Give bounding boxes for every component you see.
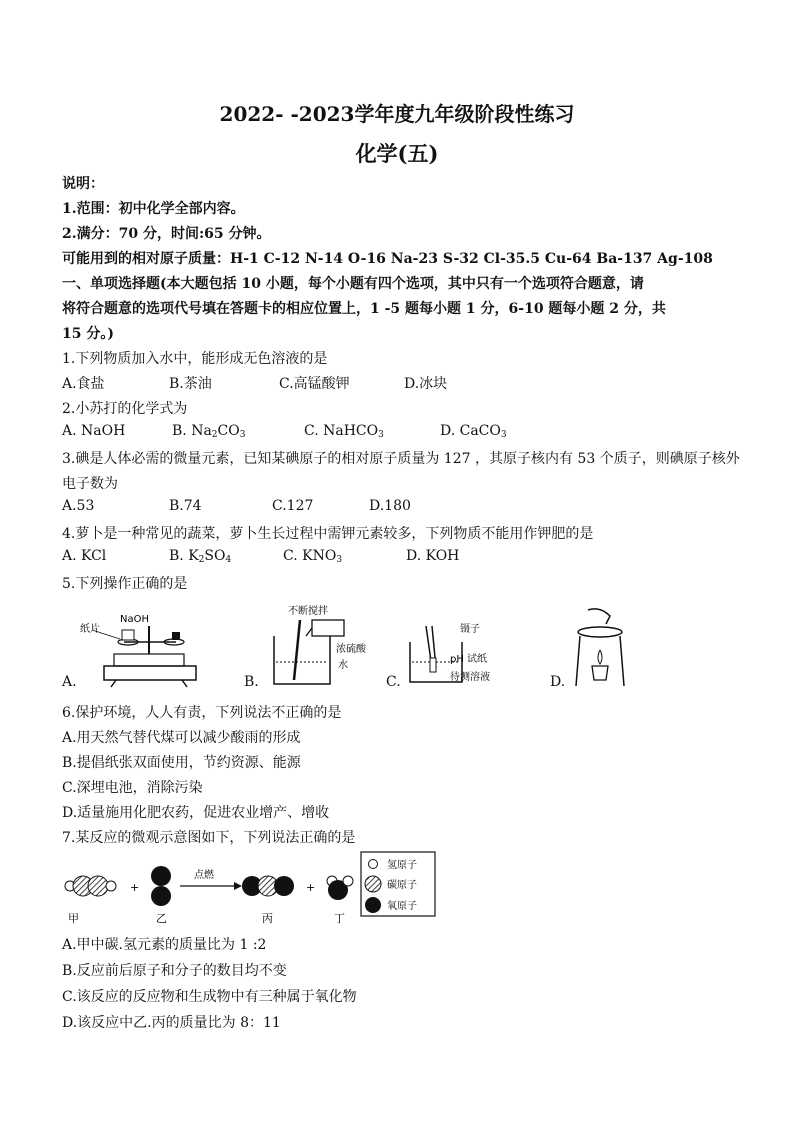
- q1-stem: 1.下列物质加入水中，能形成无色溶液的是: [62, 351, 328, 367]
- q3-option-b: B.74: [169, 498, 202, 514]
- q5-option-a: A.: [62, 674, 77, 690]
- q3-option-c: C.127: [272, 498, 314, 514]
- q1-option-d: D.冰块: [404, 376, 448, 392]
- q7-option-d: D.该反应中乙.丙的质量比为 8：11: [62, 1015, 281, 1031]
- page-title: 2022- -2023学年度九年级阶段性练习: [219, 102, 575, 126]
- q2-option-c: C. NaHCO$_3$: [304, 423, 384, 440]
- molecule-bing: [242, 876, 294, 896]
- section1-heading-1: 一、单项选择题(本大题包括 10 小题，每个小题有四个选项，其中只有一个选项符合题意，请: [62, 276, 644, 292]
- q3-stem-line1: 3.碘是人体必需的微量元素，已知某碘原子的相对原子质量为 127 ，其原子核内有 53 个质子，则碘原子核外: [62, 451, 740, 467]
- q4-option-b: B. $K_2SO_4$: [169, 548, 232, 565]
- q5-figure-a-balance: [80, 606, 210, 688]
- label-ding: 丁: [334, 912, 345, 925]
- notes-label: 说明：: [62, 176, 104, 192]
- q7-stem: 7.某反应的微观示意图如下，下列说法正确的是: [62, 830, 356, 846]
- q5-c-solution-label: 待测溶液: [450, 672, 490, 683]
- notes-scope: 1.范围：初中化学全部内容。: [62, 201, 245, 217]
- q5-b-water-label: 水: [338, 660, 348, 671]
- q5-a-paper-label: 纸片: [80, 624, 100, 635]
- label-yi: 乙: [156, 912, 167, 925]
- plus-sign: +: [306, 881, 316, 894]
- q7-option-b: B.反应前后原子和分子的数目均不变: [62, 963, 287, 979]
- molecule-ding: [327, 876, 353, 900]
- notes-score: 2.满分：70 分，时间:65 分钟。: [62, 226, 271, 242]
- molecule-yi: [151, 866, 171, 906]
- plus-sign: +: [130, 881, 140, 894]
- q2-option-b: B. $Na_2CO_3$: [172, 423, 246, 440]
- q5-stem: 5.下列操作正确的是: [62, 576, 188, 592]
- q7-option-c: C.该反应的反应物和生成物中有三种属于氧化物: [62, 989, 357, 1005]
- atom-legend: [361, 852, 435, 916]
- q6-option-c: C.深埋电池，消除污染: [62, 780, 203, 796]
- q3-option-d: D.180: [369, 498, 411, 514]
- q4-option-c: C. $KNO_3$: [283, 548, 343, 565]
- label-jia: 甲: [68, 912, 79, 925]
- notes-atomic-masses: 可能用到的相对原子质量：H-1 C-12 N-14 O-16 Na-23 S-32 Cl-35.5 Cu-64 Ba-137 Ag-108: [62, 251, 713, 267]
- section1-heading-2: 将符合题意的选项代号填在答题卡的相应位置上，1 -5 题每小题 1 分，6-10 题每小题 2 分，共: [62, 301, 666, 317]
- q5-figure-b-dilution: [266, 606, 376, 688]
- q5-option-b: B.: [244, 674, 259, 690]
- q5-c-tweezers-label: 镊子: [460, 624, 480, 635]
- q3-option-a: A.53: [62, 498, 95, 514]
- q3-stem-line2: 电子数为: [62, 476, 118, 492]
- q5-c-ph-label: pH 试纸: [450, 654, 488, 665]
- q5-a-naoh-label: NaOH: [120, 614, 149, 625]
- legend-oxygen: 氧原子: [387, 901, 417, 912]
- q2-option-a: A. NaOH: [62, 423, 126, 439]
- q5-b-stir-label: 不断搅拌: [288, 606, 328, 617]
- q1-option-b: B.茶油: [169, 376, 212, 392]
- page-subtitle: 化学(五): [355, 141, 439, 166]
- q5-figure-d-evaporation: [570, 606, 632, 688]
- q5-option-d: D.: [550, 674, 566, 690]
- legend-carbon: 碳原子: [387, 880, 417, 891]
- legend-hydrogen: 氢原子: [387, 860, 417, 871]
- q7-reaction-diagram: [62, 850, 440, 930]
- q5-b-acid-label: 浓硫酸: [336, 644, 366, 655]
- q1-option-a: A.食盐: [62, 376, 105, 392]
- q6-stem: 6.保护环境，人人有责，下列说法不正确的是: [62, 705, 342, 721]
- q4-option-d: D. KOH: [406, 548, 460, 564]
- q4-option-a: A. KCl: [62, 548, 107, 564]
- section1-heading-3: 15 分。): [62, 326, 114, 342]
- q7-option-a: A.甲中碳.氢元素的质量比为 1 :2: [62, 937, 267, 953]
- q2-option-d: D. CaCO$_3$: [440, 423, 507, 440]
- arrow-label: 点燃: [194, 870, 214, 881]
- label-bing: 丙: [262, 912, 273, 925]
- q4-stem: 4.萝卜是一种常见的蔬菜，萝卜生长过程中需钾元素较多，下列物质不能用作钾肥的是: [62, 526, 594, 542]
- q5-option-c: C.: [386, 674, 401, 690]
- q2-stem: 2.小苏打的化学式为: [62, 401, 188, 417]
- molecule-jia: [65, 876, 116, 896]
- q6-option-b: B.提倡纸张双面使用，节约资源、能源: [62, 755, 301, 771]
- q6-option-a: A.用天然气替代煤可以减少酸雨的形成: [62, 730, 301, 746]
- q6-option-d: D.适量施用化肥农药，促进农业增产、增收: [62, 805, 330, 821]
- q1-option-c: C.高锰酸钾: [279, 376, 350, 392]
- q5-figure-c-ph-test: [406, 622, 516, 684]
